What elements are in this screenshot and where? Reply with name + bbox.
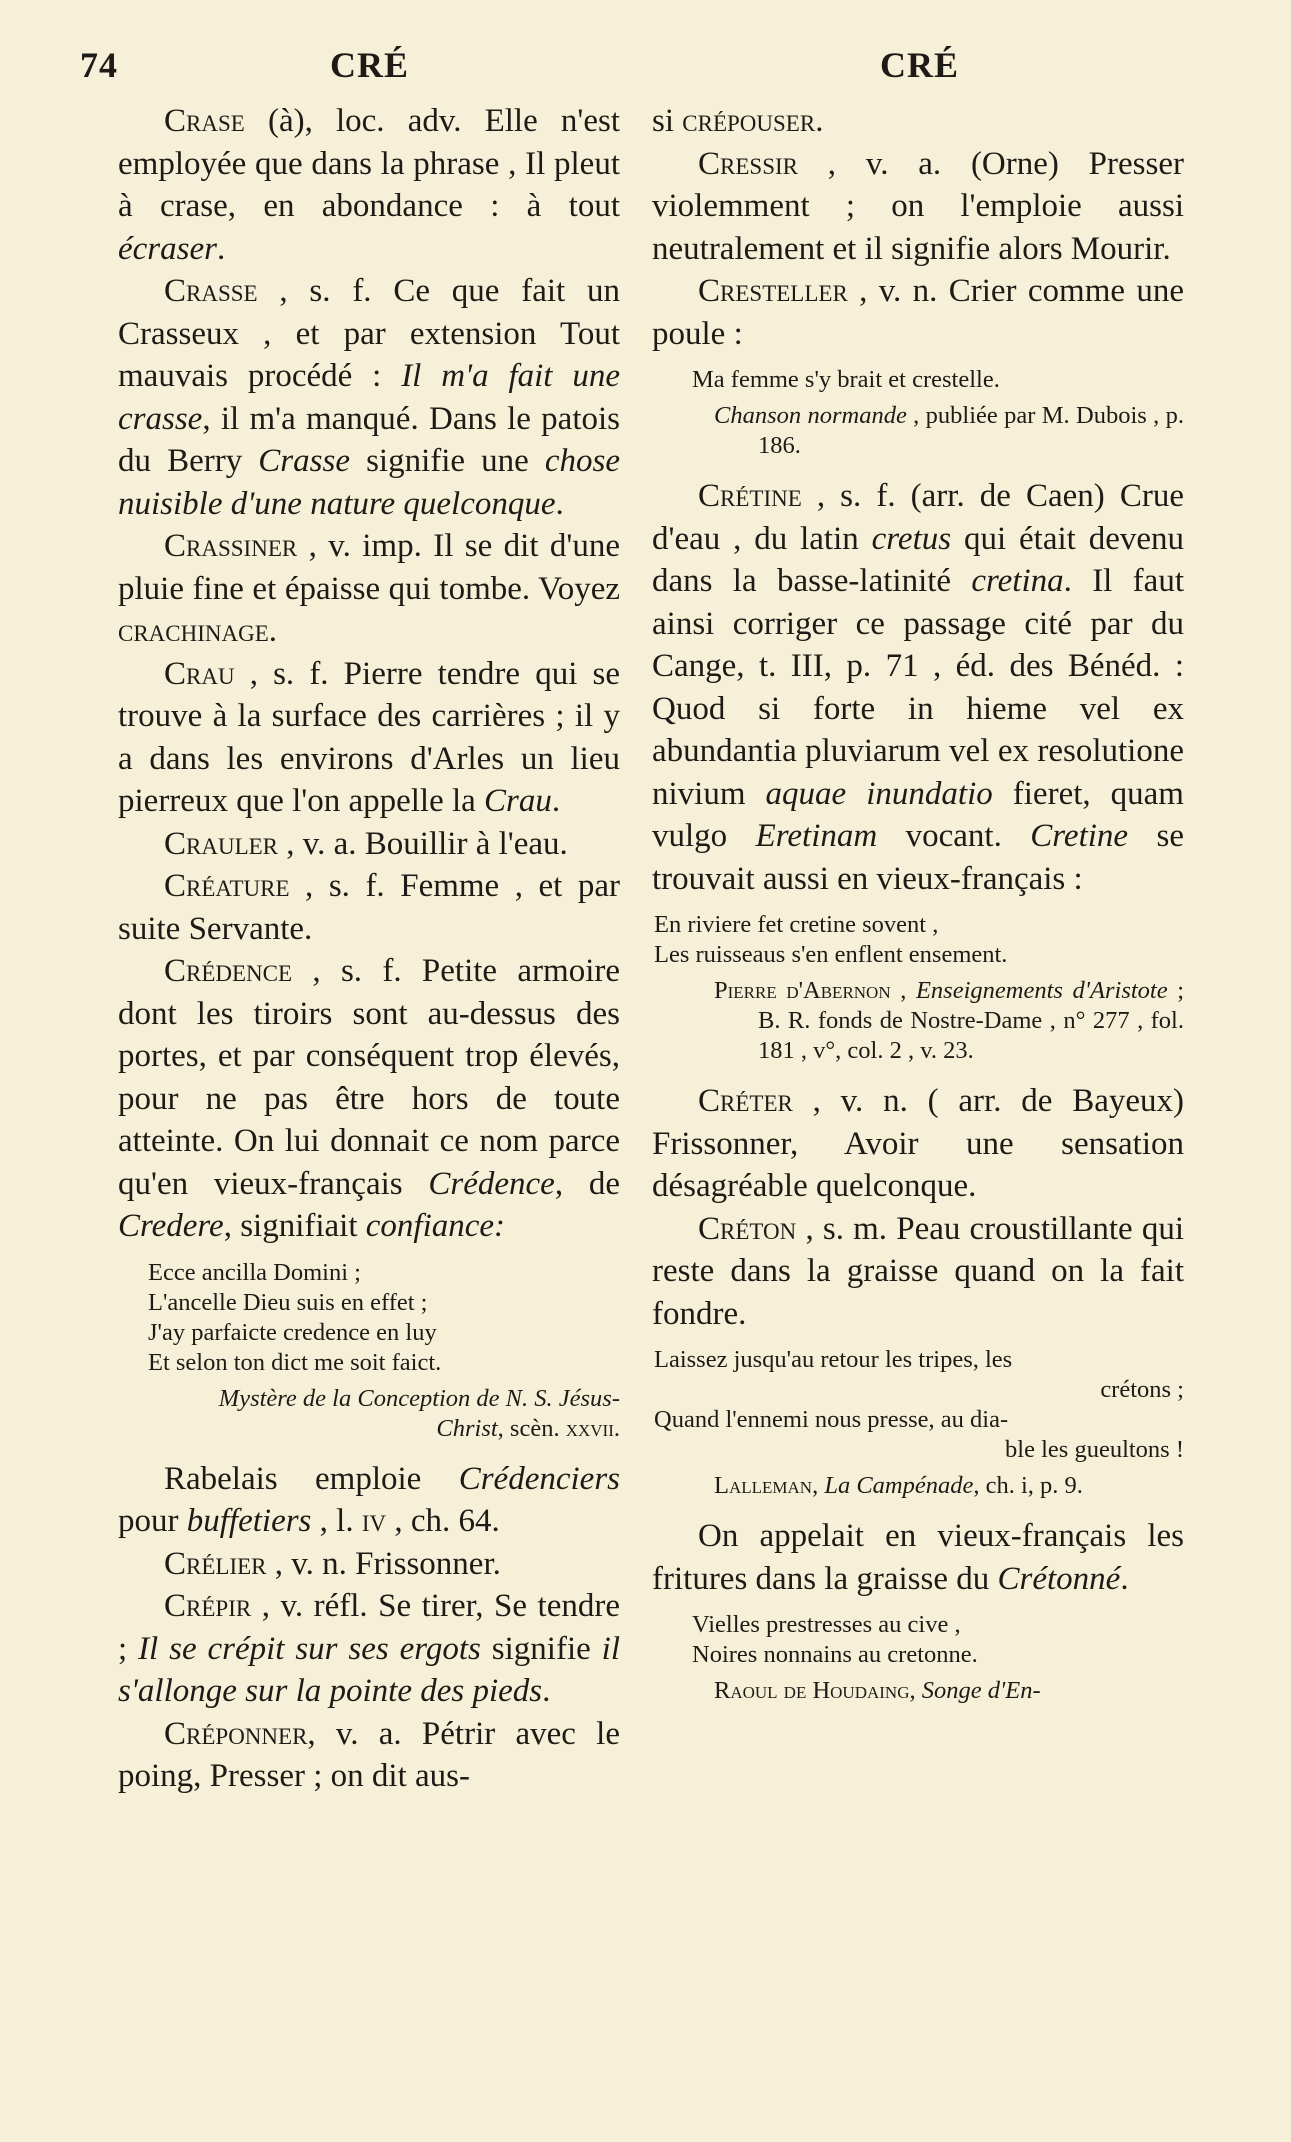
headword: Créton <box>698 1210 797 1247</box>
citation <box>714 401 1184 461</box>
text: , v. imp. Il se dit d'une pluie fine et épaisse qui tombe. Voyez <box>118 528 620 607</box>
text: , s. f. Femme , et par suite Servante. <box>118 868 620 947</box>
dictionary-entry <box>118 1713 620 1798</box>
text: , <box>909 1677 922 1704</box>
text: , s. f. Pierre tendre qui se trouve à la surface des carrières ; il y a dans les environs d'Arles un lieu pierreux que l'on appelle la <box>118 655 620 819</box>
dictionary-entry <box>118 1458 620 1543</box>
headword: Créter <box>698 1083 793 1119</box>
text: signifie une <box>349 443 545 479</box>
italic-text: Crétonné <box>997 1560 1121 1597</box>
verse-line: ble les gueultons ! <box>1005 1436 1184 1463</box>
dictionary-entry <box>118 100 620 270</box>
headword: Crasse <box>164 273 258 309</box>
verse-line: Noires nonnains au cretonne. <box>692 1641 978 1668</box>
text: ; B. R. fonds de Nostre-Dame , n° 277 , fol. 181 , v°, col. 2 , v. 23. <box>758 977 1185 1064</box>
text: , s. f. Petite armoire dont les tiroirs sont au-dessus des portes, et par conséquent trop élevés, pour ne pas être hors de toute atteinte. On lui donnait ce nom parce qu'en vieux-français <box>118 953 620 1202</box>
headword: Crassiner <box>164 528 298 564</box>
citation <box>714 1676 1184 1706</box>
text: , publiée par M. Dubois , p. 186. <box>758 402 1184 459</box>
text: vocant. <box>877 818 1031 854</box>
text: (à), loc. adv. Elle n'est employée que dans la phrase , Il pleut à crase, en abondance : à tout <box>118 103 620 224</box>
text: , v. a. Bouillir à l'eau. <box>278 825 568 862</box>
verse-line: Et selon ton dict me soit faict. <box>148 1348 442 1376</box>
italic-text: écraser <box>118 230 217 267</box>
text: . <box>542 1673 551 1709</box>
italic-text: Il se crépit sur ses ergots <box>138 1630 481 1667</box>
text: , <box>890 977 916 1004</box>
text: , s. f. (arr. de Caen) Crue d'eau , du latin <box>652 478 1184 557</box>
headword: Crase <box>164 103 245 139</box>
headword: Crélier <box>164 1545 267 1582</box>
text: , v. a. (Orne) Presser violemment ; on l'emploie aussi neutralement et il signifie alors Mourir. <box>652 145 1184 267</box>
text: Rabelais emploie <box>164 1460 459 1497</box>
verse-quotation <box>692 365 1184 395</box>
headword: crachinage <box>118 613 269 649</box>
italic-text: chose nuisible d'une nature quelconque <box>118 443 620 522</box>
text: , s. m. Peau croustillante qui reste dans la graisse quand on la fait fondre. <box>652 1210 1184 1332</box>
dictionary-entry <box>652 1515 1184 1600</box>
italic-text: buffetiers <box>186 1503 312 1539</box>
headword: iv <box>361 1503 387 1539</box>
verse-line: En riviere fet cretine sovent , <box>654 911 939 938</box>
italic-text: Chanson normande <box>714 402 907 429</box>
citation <box>714 976 1184 1066</box>
italic-text: Enseignements d'Aristote <box>915 977 1168 1004</box>
right-column <box>652 100 1184 1720</box>
running-head-right: CRÉ <box>880 45 960 85</box>
italic-text: Eretinam <box>755 818 878 854</box>
text: . <box>551 783 561 819</box>
italic-text: Mystère de la Conception de N. S. Jésus-Christ <box>218 1384 620 1442</box>
italic-text: Credere <box>118 1208 224 1244</box>
headword: Crau <box>164 655 235 692</box>
dictionary-entry <box>652 100 1184 143</box>
verse-line: Ma femme s'y brait et crestelle. <box>692 366 1000 393</box>
dictionary-entry <box>118 653 620 823</box>
dictionary-entry <box>118 525 620 653</box>
text: , v. a. Pétrir avec le poing, Presser ; on dit aus- <box>118 1715 620 1794</box>
italic-text: cretus <box>871 520 952 557</box>
verse-line: L'ancelle Dieu suis en effet ; <box>148 1288 428 1316</box>
text: , scèn. <box>497 1414 566 1442</box>
citation <box>208 1384 620 1444</box>
headword: Crédence <box>164 953 293 989</box>
dictionary-entry <box>652 270 1184 355</box>
running-head-left: CRÉ <box>330 45 410 85</box>
dictionary-entry <box>118 1585 620 1713</box>
verse-quotation <box>654 910 1184 970</box>
italic-text: Crasse <box>258 443 350 479</box>
headword: Pierre d'Abernon <box>714 977 891 1004</box>
citation <box>714 1471 1184 1501</box>
left-column <box>118 100 620 1798</box>
italic-text: il s'allonge sur la pointe des pieds <box>118 1630 621 1709</box>
verse-quotation <box>654 1345 1184 1465</box>
headword: xxvii <box>565 1414 614 1442</box>
text: , v. n. Frissonner. <box>266 1545 501 1582</box>
headword: crépouser <box>682 103 816 139</box>
italic-text: cretina <box>971 563 1064 599</box>
text: , v. n. Crier comme une poule : <box>652 273 1184 352</box>
headword: Crétine <box>698 478 802 514</box>
italic-text: aquae inundatio <box>765 775 993 812</box>
verse-line: Laissez jusqu'au retour les tripes, les <box>654 1346 1013 1373</box>
text: , v. n. ( arr. de Bayeux) Frissonner, Avoir une sensation désagréable quelconque. <box>652 1083 1184 1204</box>
text: qui était devenu dans la basse-latinité <box>652 520 1184 599</box>
text: . <box>216 230 226 267</box>
italic-text: Crédenciers <box>458 1460 620 1497</box>
verse-line: Vielles prestresses au cive , <box>692 1611 961 1638</box>
text: , de <box>554 1165 620 1202</box>
verse-line: crétons ; <box>1100 1376 1184 1403</box>
text: . Il faut ainsi corriger ce passage cité par du Cange, t. III, p. 71 , éd. des Bénéd. : Quod si forte in hieme vel ex abundantia pluviarum vel ex resolutione nivium <box>652 563 1184 812</box>
text: , l. <box>311 1503 362 1539</box>
verse-quotation <box>692 1610 1184 1670</box>
text: . <box>613 1414 620 1442</box>
text: signifie <box>480 1630 602 1667</box>
verse-line: J'ay parfaicte credence en luy <box>148 1318 437 1346</box>
text: si <box>652 103 683 139</box>
dictionary-entry <box>652 1208 1184 1336</box>
italic-text: La Campénade <box>824 1472 974 1499</box>
text: fieret, quam vulgo <box>652 775 1184 854</box>
headword: Lalleman <box>714 1472 813 1499</box>
headword: Raoul de Houdaing <box>714 1677 910 1704</box>
dictionary-entry <box>118 865 620 950</box>
text: , <box>812 1472 825 1499</box>
headword: Créature <box>164 868 290 904</box>
text: . <box>555 485 564 522</box>
text: , signifiait <box>223 1208 366 1244</box>
italic-text: confiance: <box>365 1208 506 1244</box>
dictionary-entry <box>652 1080 1184 1208</box>
italic-text: Cretine <box>1030 818 1129 854</box>
dictionary-entry <box>118 823 620 866</box>
page-number: 74 <box>80 45 118 85</box>
text: , s. f. Ce que fait un Crasseux , et par extension Tout mauvais procédé : <box>118 273 620 394</box>
text: , ch. i, p. 9. <box>973 1472 1083 1499</box>
headword: Crauler <box>164 825 279 862</box>
text: pour <box>118 1503 187 1539</box>
dictionary-entry <box>118 1543 620 1586</box>
headword: Crépir <box>164 1588 252 1624</box>
headword: Cressir <box>698 145 798 182</box>
dictionary-entry <box>118 950 620 1248</box>
italic-text: Crédence <box>428 1165 555 1202</box>
text: se trouvait aussi en vieux-français : <box>652 818 1184 897</box>
text: . <box>815 103 824 139</box>
text: . <box>1120 1560 1129 1597</box>
dictionary-entry <box>652 143 1184 271</box>
verse-line: Quand l'ennemi nous presse, au dia- <box>654 1406 1009 1433</box>
text: . <box>268 613 278 649</box>
headword: Créponner <box>164 1715 308 1752</box>
italic-text: Il m'a fait une crasse <box>118 358 620 437</box>
italic-text: Songe d'En- <box>921 1677 1041 1704</box>
verse-line: Les ruisseaus s'en enflent ensement. <box>654 941 1008 968</box>
text: , il m'a manqué. Dans le patois du Berry <box>118 400 620 479</box>
verse-quotation <box>148 1258 620 1378</box>
dictionary-entry <box>118 270 620 525</box>
text: , v. réfl. Se tirer, Se tendre ; <box>118 1588 620 1667</box>
text: On appelait en vieux-français les fritures dans la graisse du <box>652 1518 1184 1597</box>
headword: Cresteller <box>698 273 848 309</box>
italic-text: Crau <box>484 783 552 819</box>
dictionary-entry <box>652 475 1184 900</box>
text: , ch. 64. <box>386 1503 500 1539</box>
verse-line: Ecce ancilla Domini ; <box>148 1258 361 1286</box>
